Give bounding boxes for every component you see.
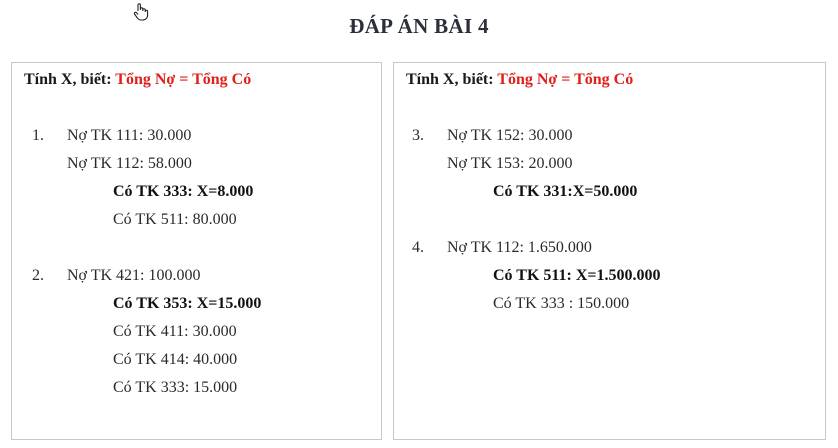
item-number: 1. [32,127,44,144]
entry-line-answer: Có TK 331:X=50.000 [493,183,638,200]
entry-line-answer: Có TK 511: X=1.500.000 [493,267,661,284]
entry-line: Có TK 414: 40.000 [113,351,238,368]
entry-line: Có TK 411: 30.000 [113,323,237,340]
left-answer-panel [11,62,382,440]
item-number: 3. [412,127,424,144]
entry-line: Nợ TK 112: 1.650.000 [447,239,592,256]
entry-line: Có TK 333 : 150.000 [493,295,630,312]
entry-line: Nợ TK 152: 30.000 [447,127,573,144]
entry-line: Nợ TK 153: 20.000 [447,155,573,172]
panel-heading [406,71,633,89]
right-answer-panel [393,62,826,440]
page-title: ĐÁP ÁN BÀI 4 [349,14,489,38]
panel-heading [24,71,251,89]
heading-prefix: Tính X, biết: [24,71,116,88]
item-number: 4. [412,239,424,256]
heading-formula: Tổng Nợ = Tổng Có [115,71,252,88]
entry-line-answer: Có TK 333: X=8.000 [113,183,254,200]
entry-line-answer: Có TK 353: X=15.000 [113,295,262,312]
entry-line: Nợ TK 421: 100.000 [67,267,201,284]
entry-line: Có TK 333: 15.000 [113,379,238,396]
entry-line: Nợ TK 112: 58.000 [67,155,192,172]
item-number: 2. [32,267,44,284]
entry-line: Nợ TK 111: 30.000 [67,127,192,144]
heading-formula: Tổng Nợ = Tổng Có [497,71,634,88]
heading-prefix: Tính X, biết: [406,71,498,88]
entry-line: Có TK 511: 80.000 [113,211,237,228]
